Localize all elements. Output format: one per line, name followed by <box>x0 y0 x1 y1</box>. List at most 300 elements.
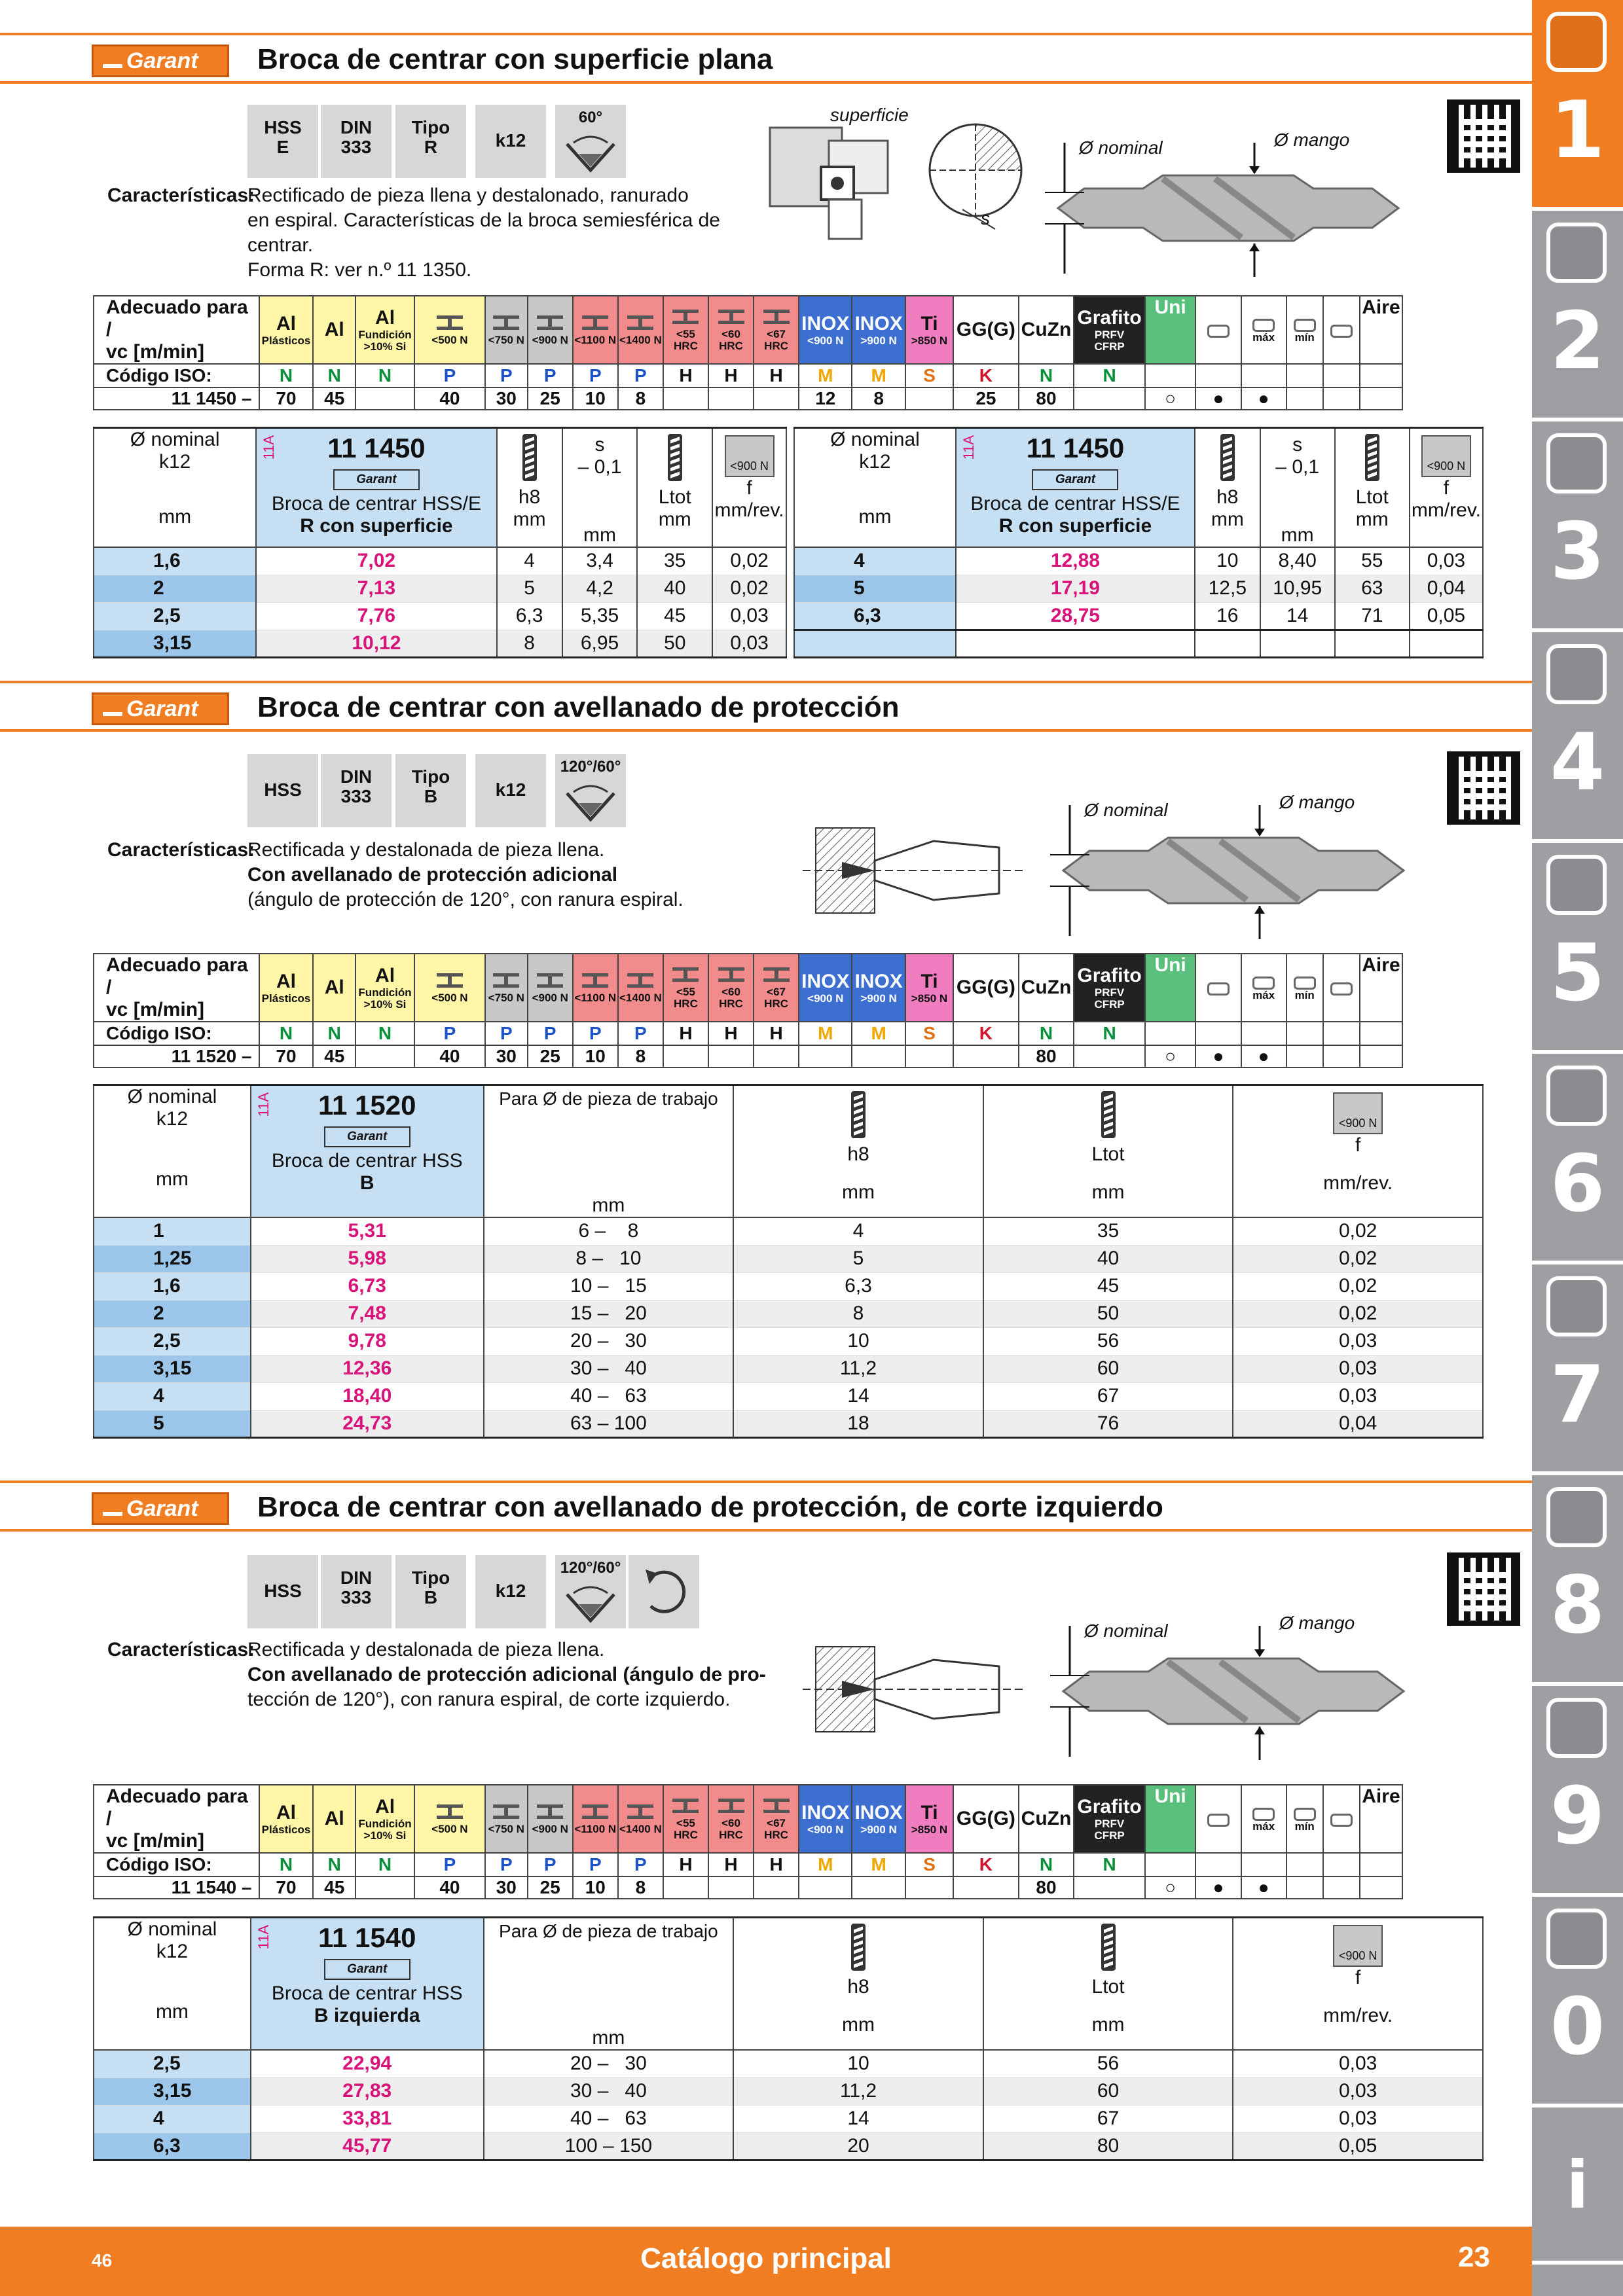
value-cell-f: 0,03 <box>712 602 786 630</box>
value-cell-f: 0,04 <box>1233 1410 1483 1437</box>
material-hardened-60-sub: <60 HRC <box>719 327 743 352</box>
price-cell[interactable]: 33,81 <box>251 2105 484 2132</box>
product-row <box>94 2105 1483 2132</box>
value-cell-f: 0,02 <box>712 547 786 575</box>
iso-code-cell: P <box>414 1022 485 1045</box>
nominal-diameter-cell: 3,15 <box>94 630 256 657</box>
characteristics-label <box>107 1638 255 1662</box>
flat-surface-section-illustration <box>917 111 1041 242</box>
material-cast-iron <box>953 296 1018 364</box>
iso-code-cell: H <box>663 364 708 387</box>
section-title: Broca de centrar con superficie plana <box>257 43 773 75</box>
cutting-speed-cell: 40 <box>414 1045 485 1067</box>
material-coolant-min <box>1286 954 1323 1022</box>
nominal-diameter-cell: 2,5 <box>94 602 256 630</box>
material-steel-1400 <box>618 954 663 1022</box>
material-steel-1100-sub: <1100 N <box>574 1822 617 1835</box>
article-variant: B izquierda <box>314 2005 420 2026</box>
iso-code-cell <box>1323 364 1360 387</box>
cutting-speed-cell: 25 <box>528 387 573 410</box>
qr-code[interactable] <box>1447 751 1520 825</box>
catalog-tag: 11A <box>255 1925 272 1950</box>
material-inox-900-label: INOX <box>801 313 850 334</box>
nominal-diameter-label: Ø nominal <box>1084 800 1168 820</box>
nominal-header <box>94 1085 251 1218</box>
page-footer <box>0 2227 1532 2296</box>
centre-drill-drawing <box>1050 805 1417 946</box>
material-al-cast-sub: Fundición <box>358 986 412 999</box>
brand-logo-text: Garant <box>126 48 198 73</box>
price-cell[interactable]: 24,73 <box>251 1410 484 1437</box>
value-cell-h8: 4 <box>733 1217 983 1245</box>
nominal-diameter-cell: 1,25 <box>94 1245 251 1272</box>
s-header <box>562 428 638 548</box>
shank-icon <box>851 1091 866 1138</box>
nominal-diameter-cell: 6,3 <box>794 602 956 630</box>
material-brass-label: CuZn <box>1021 977 1072 998</box>
price-cell[interactable]: 7,76 <box>256 602 496 630</box>
cutting-speed-cell: 30 <box>485 1876 528 1899</box>
product-row <box>94 1272 1483 1300</box>
iso-code-cell: N <box>1019 1853 1074 1876</box>
material-al-cast <box>356 954 414 1022</box>
material-coolant-max-sub: máx <box>1252 1820 1275 1833</box>
cutting-speed-cell: ● <box>1195 1876 1241 1899</box>
h8-label: h8 <box>847 1143 869 1165</box>
cutting-speed-cell: 80 <box>1019 1876 1074 1899</box>
cutting-speed-cell: 40 <box>414 387 485 410</box>
material-inox-900-label: INOX <box>801 1802 850 1823</box>
price-cell[interactable]: 27,83 <box>251 2077 484 2105</box>
point-angle-label: 120°/60° <box>560 758 621 776</box>
iso-code-row <box>94 364 1480 387</box>
material-al-plastics-sub: Plásticos <box>261 992 311 1005</box>
h8-unit: mm <box>513 509 546 530</box>
product-row <box>794 547 1483 575</box>
spec-badge-line1: DIN <box>340 1568 373 1588</box>
material-inox-900-sub: <900 N <box>807 1823 844 1836</box>
product-header-row <box>794 428 1483 548</box>
price-cell[interactable]: 7,13 <box>256 575 496 602</box>
sidebar-tab-2[interactable] <box>1532 211 1623 422</box>
material-universal-label: Uni <box>1154 296 1186 318</box>
iso-code-cell: K <box>953 364 1018 387</box>
sidebar-tab-number: 4 <box>1550 717 1605 808</box>
nominal-diameter-label: Ø nominal <box>1079 137 1163 158</box>
workpiece-unit: mm <box>592 1194 625 1216</box>
material-inox-900-label: INOX <box>801 971 850 992</box>
footer-catalog-title: Catálogo principal <box>640 2242 892 2274</box>
length-icon <box>1101 1091 1116 1138</box>
product-row <box>94 2132 1483 2160</box>
iso-code-cell: P <box>414 364 485 387</box>
material-al-plastics <box>259 954 314 1022</box>
value-cell-h8: 5 <box>733 1245 983 1272</box>
steel-profile-icon <box>582 973 608 988</box>
characteristics-key: Características: <box>107 839 255 861</box>
material-air-label: Aire <box>1362 296 1400 318</box>
material-coolant-min-sub: mín <box>1294 989 1315 1001</box>
sidebar-tab-8[interactable] <box>1532 1475 1623 1686</box>
cutting-speed-cell <box>708 387 754 410</box>
material-steel-500-sub: <500 N <box>431 991 468 1004</box>
iso-code-cell: N <box>313 1022 356 1045</box>
cutting-speed-cell <box>754 1876 799 1899</box>
iso-code-cell: H <box>708 1853 754 1876</box>
nominal-diameter-cell: 4 <box>794 547 956 575</box>
value-cell-h8: 10 <box>733 1327 983 1355</box>
price-cell[interactable]: 5,98 <box>251 1245 484 1272</box>
product-header-row <box>94 1918 1483 2051</box>
iso-code-cell <box>1145 1853 1196 1876</box>
spec-badge-4 <box>475 1555 546 1628</box>
dry-icon <box>1330 982 1353 996</box>
spec-badge-line1: Tipo <box>411 1568 450 1588</box>
characteristics-line: Con avellanado de protección adicional (ángulo de pro- <box>247 1664 766 1685</box>
material-titanium-sub: >850 N <box>911 992 948 1005</box>
iso-code-cell: P <box>573 1853 618 1876</box>
material-al-plastics-sub: Plásticos <box>261 1823 311 1836</box>
material-universal <box>1145 954 1196 1022</box>
s-tolerance: – 0,1 <box>577 456 622 478</box>
workpiece-cell: 10 – 15 <box>484 1272 734 1300</box>
length-icon <box>1101 1924 1116 1971</box>
iso-code-cell: M <box>852 364 905 387</box>
article-name: Broca de centrar HSS/E <box>970 493 1180 514</box>
nominal-tolerance: k12 <box>158 451 191 473</box>
nominal-tolerance: k12 <box>859 451 891 473</box>
value-cell-f: 0,03 <box>1233 2105 1483 2132</box>
price-cell[interactable]: 18,40 <box>251 1382 484 1410</box>
steel-profile-icon <box>537 973 563 988</box>
value-cell-f: 0,05 <box>1410 602 1483 630</box>
material-coolant-min-sub: mín <box>1294 1820 1315 1833</box>
material-al-plastics-sub: Plásticos <box>261 334 311 347</box>
cutting-speed-cell <box>1286 1876 1323 1899</box>
shank-header <box>733 1085 983 1218</box>
s-tolerance: – 0,1 <box>1275 456 1320 478</box>
sidebar-tab-5[interactable] <box>1532 843 1623 1054</box>
iso-code-cell: P <box>618 1022 663 1045</box>
material-al-cast-sub2: >10% Si <box>363 1829 407 1842</box>
price-cell[interactable]: 6,73 <box>251 1272 484 1300</box>
spec-badge-line1: HSS <box>264 780 302 800</box>
countersink-cutaway-drawing <box>803 1640 1025 1742</box>
cutting-speed-cell: ● <box>1241 387 1286 410</box>
article-number: 11 1450 <box>327 433 426 463</box>
workpiece-cell: 6 – 8 <box>484 1217 734 1245</box>
sidebar-tab-number: 6 <box>1550 1139 1605 1230</box>
sidebar-tab-0[interactable] <box>1532 1897 1623 2108</box>
steel-profile-icon <box>493 973 519 988</box>
cutting-speed-cell: 70 <box>259 387 314 410</box>
material-universal-label: Uni <box>1154 1785 1186 1807</box>
sidebar-tab-number: 5 <box>1550 928 1605 1019</box>
article-name: Broca de centrar HSS <box>271 1150 463 1172</box>
material-coolant-max-sub: máx <box>1252 989 1275 1001</box>
materials-header-row <box>94 1785 1480 1853</box>
spec-badge-line2: 333 <box>340 1587 372 1607</box>
value-cell-h8: 5 <box>497 575 562 602</box>
value-cell-l: 67 <box>983 2105 1233 2132</box>
cutting-speed-cell <box>1323 387 1360 410</box>
material-lubricant <box>1195 1785 1241 1853</box>
iso-code-cell: M <box>799 364 852 387</box>
price-cell[interactable]: 9,78 <box>251 1327 484 1355</box>
shank-icon <box>851 1924 866 1971</box>
brand-mini-logo: Garant <box>324 1126 410 1147</box>
feed-header <box>1233 1085 1483 1218</box>
material-dry <box>1323 1785 1360 1853</box>
price-cell[interactable]: 7,48 <box>251 1300 484 1327</box>
characteristics-line: Con avellanado de protección adicional <box>247 864 618 886</box>
iso-code-cell: N <box>313 1853 356 1876</box>
s-unit: mm <box>583 524 617 546</box>
lubricant-icon <box>1207 982 1230 996</box>
spec-badge-line1: k12 <box>495 780 526 800</box>
suitable-line-2: vc [m/min] <box>106 341 205 363</box>
material-al-plastics-label: Al <box>276 971 296 992</box>
catalog-tag: 11A <box>261 435 278 460</box>
workpiece-label: Para Ø de pieza de trabajo <box>499 1921 718 1941</box>
lubricant-icon <box>1207 325 1230 338</box>
tool-cabinet-icon <box>1546 1698 1607 1758</box>
material-inox-over-900 <box>852 296 905 364</box>
iso-code-cell <box>1145 364 1196 387</box>
material-hardened-67-sub: <67 HRC <box>764 985 789 1010</box>
material-inox-900-sub: <900 N <box>807 992 844 1005</box>
catalog-tag: 11A <box>255 1092 272 1117</box>
steel-profile-icon <box>672 967 699 982</box>
ltot-unit: mm <box>658 509 691 530</box>
material-coolant-max-sub: máx <box>1252 331 1275 344</box>
product-row <box>94 575 786 602</box>
workpiece-cell: 40 – 63 <box>484 2105 734 2132</box>
value-cell-f: 0,03 <box>712 630 786 657</box>
feed-label: f <box>1443 477 1450 499</box>
price-cell[interactable]: 12,36 <box>251 1355 484 1382</box>
iso-code-cell <box>1195 1022 1241 1045</box>
material-air <box>1360 296 1402 364</box>
price-cell[interactable]: 45,77 <box>251 2132 484 2160</box>
material-al-cast <box>356 1785 414 1853</box>
shank-header <box>497 428 562 548</box>
material-graphite <box>1074 296 1144 364</box>
product-row <box>94 2050 1483 2077</box>
length-icon <box>668 434 682 481</box>
surface-label: superficie <box>830 105 909 125</box>
coolant-min-icon <box>1294 319 1316 332</box>
product-header-row <box>94 428 786 548</box>
material-titanium <box>905 954 953 1022</box>
drill-bit-icon <box>1546 12 1607 72</box>
sidebar-tab-4[interactable] <box>1532 632 1623 843</box>
iso-code-row <box>94 1022 1480 1045</box>
material-steel-900-sub: <900 N <box>532 1822 568 1835</box>
material-inox-900 <box>799 1785 852 1853</box>
sidebar-tab-6[interactable] <box>1532 1054 1623 1265</box>
nominal-diameter-cell: 2,5 <box>94 2050 251 2077</box>
spec-badge-line2: B <box>424 786 438 806</box>
material-brass <box>1019 1785 1074 1853</box>
feed-unit: mm/rev. <box>1411 499 1481 521</box>
characteristics-label <box>107 838 255 863</box>
qr-code[interactable] <box>1447 1552 1520 1626</box>
product-row <box>94 602 786 630</box>
sidebar-tab-i[interactable] <box>1532 2108 1623 2265</box>
iso-code-cell: K <box>953 1022 1018 1045</box>
spec-badge-1 <box>247 1555 318 1628</box>
value-cell-l: 35 <box>637 547 712 575</box>
countersink-icon <box>555 105 626 178</box>
value-cell-l: 50 <box>983 1300 1233 1327</box>
article-header <box>256 428 496 548</box>
brand-logo <box>92 45 229 77</box>
value-cell-s: 6,95 <box>562 630 638 657</box>
price-cell[interactable]: 17,19 <box>956 575 1195 602</box>
qr-code[interactable] <box>1447 99 1520 173</box>
cutting-speed-cell: 80 <box>1019 387 1074 410</box>
price-cell[interactable]: 10,12 <box>256 630 496 657</box>
material-hardened-55-sub: <55 HRC <box>674 327 698 352</box>
price-cell[interactable]: 5,31 <box>251 1217 484 1245</box>
workpiece-header <box>484 1918 734 2051</box>
shank-header <box>733 1918 983 2051</box>
spec-badge-line2: E <box>276 137 289 157</box>
cutting-speed-cell <box>905 387 953 410</box>
cutting-speed-cell: 40 <box>414 1876 485 1899</box>
article-number: 11 1450 <box>1026 433 1125 463</box>
product-row-empty <box>794 630 1483 657</box>
value-cell-l: 50 <box>637 630 712 657</box>
flat-surface-section-drawing <box>917 111 1041 245</box>
material-coolant-min <box>1286 296 1323 364</box>
materials-suitability-table <box>93 295 1481 410</box>
brand-mini-logo: Garant <box>333 469 420 490</box>
characteristics-line: Forma R: ver n.º 11 1350. <box>247 259 472 281</box>
value-cell-l: 40 <box>983 1245 1233 1272</box>
feed-label: f <box>1355 1134 1361 1156</box>
brand-logo-mark <box>103 702 122 716</box>
material-inox-over-900-sub: >900 N <box>860 992 897 1005</box>
sidebar-tab-7[interactable] <box>1532 1265 1623 1475</box>
value-cell-l: 71 <box>1335 602 1410 630</box>
characteristics-line: (ángulo de protección de 120°, con ranura espiral. <box>247 889 684 910</box>
material-inox-900 <box>799 954 852 1022</box>
cutting-speed-cell: 8 <box>852 387 905 410</box>
cutting-speed-cell: ○ <box>1145 387 1196 410</box>
iso-code-cell <box>1323 1853 1360 1876</box>
value-cell-f: 0,03 <box>1233 1382 1483 1410</box>
footer-page-left: 46 <box>92 2250 113 2270</box>
price-cell[interactable]: 7,02 <box>256 547 496 575</box>
material-inox-over-900-label: INOX <box>854 971 903 992</box>
value-cell-h8: 10 <box>733 2050 983 2077</box>
cutting-speed-cell: 8 <box>618 1045 663 1067</box>
empty-cell <box>1260 630 1335 657</box>
value-cell-l: 40 <box>637 575 712 602</box>
cutting-speed-cell: 10 <box>573 1876 618 1899</box>
price-cell[interactable]: 12,88 <box>956 547 1195 575</box>
s-dimension-label: s <box>981 208 990 228</box>
material-al-cast-sub: Fundición <box>358 1818 412 1830</box>
material-titanium-label: Ti <box>921 971 938 992</box>
iso-code-cell: N <box>1074 1853 1144 1876</box>
iso-code-cell: N <box>1019 364 1074 387</box>
cutting-speed-cell <box>663 387 708 410</box>
value-cell-f: 0,03 <box>1233 1355 1483 1382</box>
nominal-tolerance: k12 <box>156 1108 189 1130</box>
material-900-icon: <900 N <box>1333 1092 1383 1134</box>
material-steel-1400 <box>618 296 663 364</box>
spec-badge-1 <box>247 105 318 178</box>
material-cast-iron-label: GG(G) <box>956 1808 1015 1829</box>
feed-header <box>1233 1918 1483 2051</box>
material-al-cast-label: Al <box>375 307 395 329</box>
brand-logo-mark <box>103 54 122 68</box>
iso-code-cell: H <box>754 1022 799 1045</box>
value-cell-h8: 16 <box>1195 602 1260 630</box>
h8-label: h8 <box>847 1976 869 1998</box>
sidebar-tab-9[interactable] <box>1532 1686 1623 1897</box>
nominal-diameter-cell: 2 <box>94 1300 251 1327</box>
price-cell[interactable]: 22,94 <box>251 2050 484 2077</box>
suitable-line-1: Adecuado para / <box>106 1785 248 1829</box>
sidebar-tab-number: 9 <box>1550 1771 1605 1862</box>
point-angle-label: 120°/60° <box>560 1559 621 1577</box>
article-variant: R con superficie <box>998 515 1152 537</box>
suitable-for-label <box>94 296 259 364</box>
material-hardened-60 <box>708 296 754 364</box>
value-cell-h8: 11,2 <box>733 1355 983 1382</box>
value-cell-h8: 14 <box>733 1382 983 1410</box>
brand-mini-logo: Garant <box>1032 469 1118 490</box>
iso-code-cell: N <box>313 364 356 387</box>
product-table-1 <box>93 427 787 658</box>
material-graphite-sub: PRFV <box>1094 986 1125 999</box>
value-cell-l: 45 <box>983 1272 1233 1300</box>
value-cell-l: 56 <box>983 2050 1233 2077</box>
suitable-line-1: Adecuado para / <box>106 954 248 998</box>
feed-header <box>712 428 786 548</box>
price-cell[interactable]: 28,75 <box>956 602 1195 630</box>
nominal-unit: mm <box>858 506 892 528</box>
empty-cell <box>1335 630 1410 657</box>
shank-icon <box>1220 434 1235 481</box>
material-hardened-67 <box>754 954 799 1022</box>
cutting-speed-cell <box>1360 387 1402 410</box>
cutting-speed-cell <box>905 1876 953 1899</box>
sidebar-tab-1[interactable] <box>1532 0 1623 211</box>
material-hardened-60 <box>708 954 754 1022</box>
iso-code-cell: M <box>852 1853 905 1876</box>
sidebar-tab-3[interactable] <box>1532 422 1623 632</box>
steel-profile-icon <box>537 315 563 330</box>
iso-code-cell: H <box>663 1022 708 1045</box>
material-air <box>1360 954 1402 1022</box>
cutting-speed-cell <box>1360 1045 1402 1067</box>
value-cell-f: 0,02 <box>1233 1300 1483 1327</box>
cutting-speed-cell <box>905 1045 953 1067</box>
h8-unit: mm <box>842 2014 875 2036</box>
material-cast-iron <box>953 954 1018 1022</box>
spec-badge-line1: k12 <box>495 130 526 151</box>
dry-icon <box>1330 1814 1353 1827</box>
length-header <box>1335 428 1410 548</box>
nominal-diameter-cell: 1 <box>94 1217 251 1245</box>
nominal-diameter-label: Ø nominal <box>1084 1621 1168 1641</box>
material-steel-1100 <box>573 1785 618 1853</box>
